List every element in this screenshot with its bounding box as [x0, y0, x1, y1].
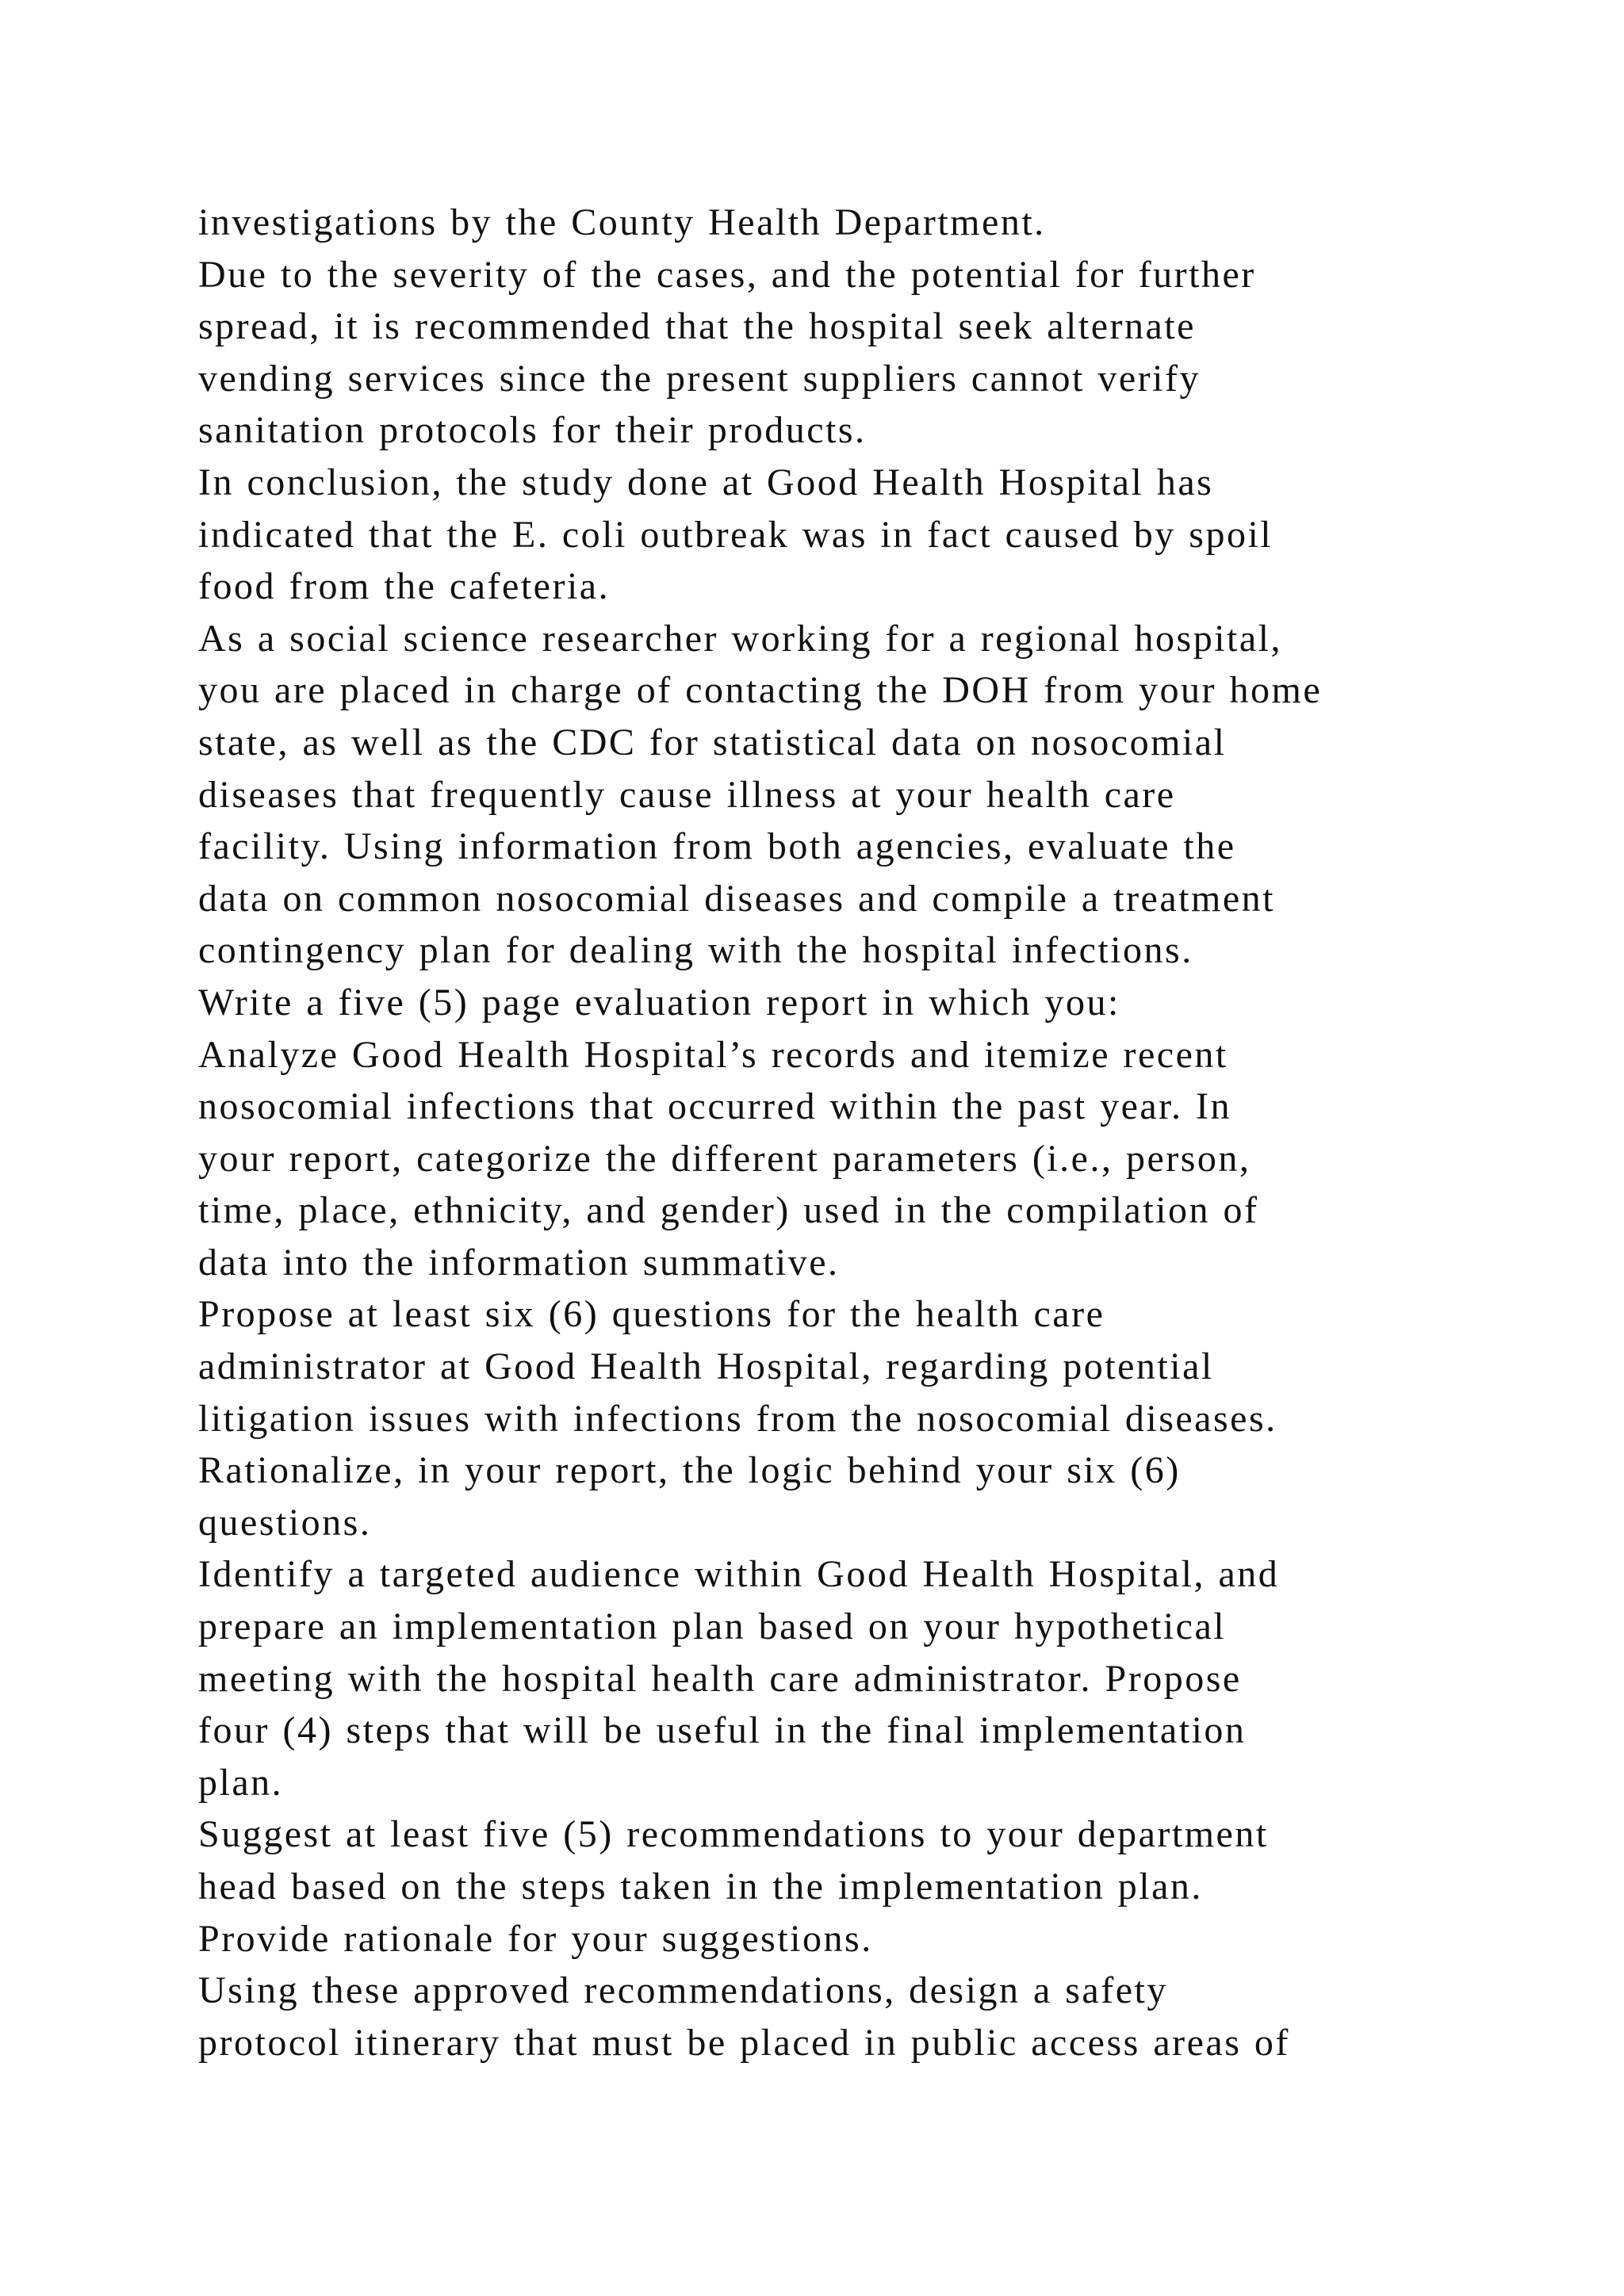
text-line: time, place, ethnicity, and gender) used in the compilation of — [198, 1189, 1259, 1232]
text-line: state, as well as the CDC for statistical data on nosocomial — [198, 721, 1227, 763]
text-line: plan. — [198, 1761, 284, 1804]
text-line: Propose at least six (6) questions for the health care — [198, 1293, 1105, 1336]
text-line: data on common nosocomial diseases and compile a treatment — [198, 877, 1275, 920]
text-line: Using these approved recommendations, design a safety — [198, 1969, 1168, 2012]
text-line: head based on the steps taken in the implementation plan. — [198, 1866, 1203, 1908]
text-line: vending services since the present suppliers cannot verify — [198, 357, 1201, 400]
text-line: Due to the severity of the cases, and the potential for further — [198, 253, 1256, 296]
text-line: diseases that frequently cause illness at your health care — [198, 773, 1176, 816]
text-line: questions. — [198, 1501, 372, 1544]
text-line: litigation issues with infections from the nosocomial diseases. — [198, 1397, 1277, 1440]
text-line: spread, it is recommended that the hospital seek alternate — [198, 305, 1196, 348]
text-line: Rationalize, in your report, the logic behind your six (6) — [198, 1449, 1181, 1492]
text-line: indicated that the E. coli outbreak was in fact caused by spoil — [198, 513, 1274, 556]
text-line: protocol itinerary that must be placed in public access areas of — [198, 2021, 1290, 2064]
text-line: meeting with the hospital health care administrator. Propose — [198, 1657, 1242, 1700]
text-line: prepare an implementation plan based on your hypothetical — [198, 1605, 1227, 1648]
text-line: contingency plan for dealing with the hospital infections. — [198, 929, 1193, 972]
text-line: nosocomial infections that occurred within the past year. In — [198, 1085, 1231, 1128]
text-line: administrator at Good Health Hospital, regarding potential — [198, 1345, 1214, 1388]
text-line: Suggest at least five (5) recommendations to your department — [198, 1813, 1269, 1856]
text-line: Identify a targeted audience within Good Health Hospital, and — [198, 1553, 1280, 1596]
text-line: you are placed in charge of contacting the DOH from your home — [198, 669, 1323, 712]
text-line: As a social science researcher working for a regional hospital, — [198, 617, 1283, 660]
text-line: Analyze Good Health Hospital’s records and itemize recent — [198, 1033, 1228, 1076]
text-line: sanitation protocols for their products. — [198, 409, 867, 452]
text-line: Provide rationale for your suggestions. — [198, 1917, 873, 1960]
text-line: investigations by the County Health Department. — [198, 201, 1046, 243]
text-line: facility. Using information from both agencies, evaluate the — [198, 825, 1236, 868]
text-line: data into the information summative. — [198, 1241, 840, 1284]
text-line: four (4) steps that will be useful in the final implementation — [198, 1709, 1247, 1752]
text-line: your report, categorize the different parameters (i.e., person, — [198, 1137, 1251, 1180]
text-line: Write a five (5) page evaluation report in which you: — [198, 981, 1120, 1024]
text-line: In conclusion, the study done at Good Health Hospital has — [198, 461, 1214, 503]
text-line: food from the cafeteria. — [198, 565, 611, 608]
document-body — [198, 197, 1594, 2068]
